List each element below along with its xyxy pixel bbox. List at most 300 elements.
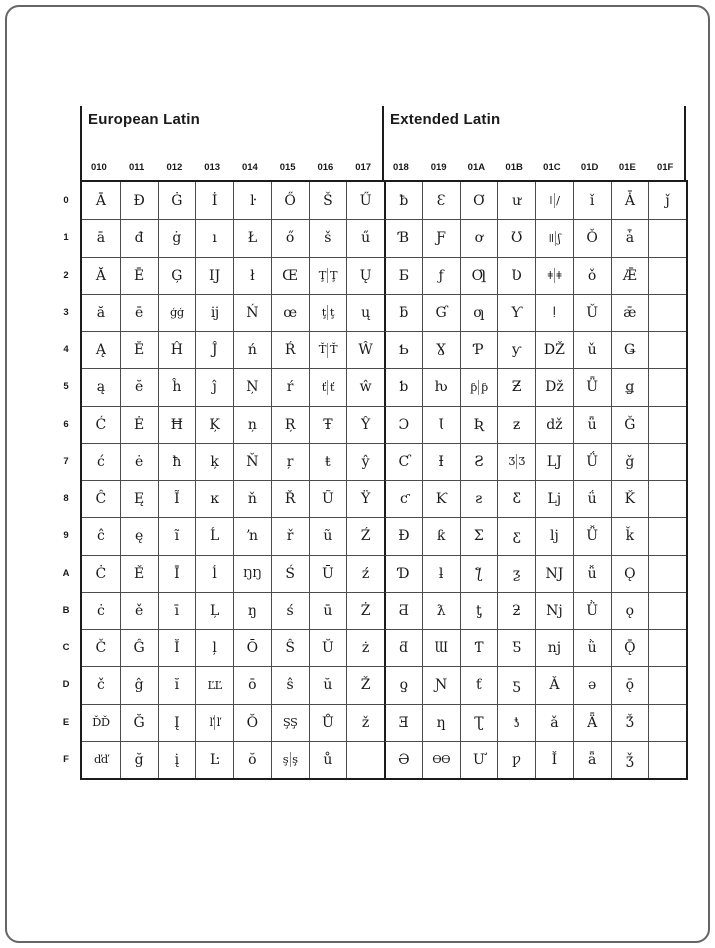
glyph-cell: ƪ xyxy=(460,555,498,592)
glyph-cell: Ƈ xyxy=(384,443,422,480)
glyph-cell: ƴ xyxy=(497,331,535,368)
glyph-cell: ǣ xyxy=(611,294,649,331)
section-extended-latin xyxy=(382,106,684,180)
glyph-cell: ǫ xyxy=(611,592,649,629)
row-label: 1 xyxy=(63,232,69,244)
row-label: A xyxy=(62,567,70,579)
glyph-cell: ƥ ƥ xyxy=(460,368,498,405)
glyph-cell: ť ť xyxy=(309,368,347,405)
glyph-cell: ơ xyxy=(460,219,498,256)
column-header: 017 xyxy=(355,162,372,173)
row-label: E xyxy=(62,716,70,728)
glyph-cell: Ā xyxy=(95,192,106,209)
glyph-cell: Ę xyxy=(120,480,158,517)
glyph-cell: Ů xyxy=(309,704,347,741)
column-header: 012 xyxy=(166,162,183,173)
glyph-cell: ǅ xyxy=(535,368,573,405)
glyph-cell: ƛ xyxy=(422,592,460,629)
row-label: F xyxy=(63,753,69,765)
glyph-cell: ǝ xyxy=(573,666,611,703)
glyph-cell: Ż xyxy=(346,592,384,629)
glyph-cell: ĭ xyxy=(158,666,196,703)
glyph-cell: ƾ xyxy=(497,704,535,741)
glyph-cell: Ʊ xyxy=(497,219,535,256)
variant-divider xyxy=(327,343,328,358)
column-headers-european xyxy=(80,162,382,173)
glyph-cell: ǖ xyxy=(573,406,611,443)
glyph-cell: Đ xyxy=(120,182,158,219)
glyph-cell: Ĺ xyxy=(195,517,233,554)
glyph-cell: ƙ xyxy=(422,517,460,554)
glyph-cell: ǚ xyxy=(573,555,611,592)
glyph-cell: ũ xyxy=(309,517,347,554)
row-labels xyxy=(58,182,74,778)
row-label: 2 xyxy=(63,269,69,281)
glyph-cell: ů xyxy=(309,741,347,778)
glyph-cell xyxy=(648,666,686,703)
glyph-cell: ţ ţ xyxy=(309,294,347,331)
row-label: 6 xyxy=(63,418,69,430)
glyph-cell: Ɯ xyxy=(422,629,460,666)
glyph-cell: Ɓ xyxy=(384,219,422,256)
glyph-cell: Ŧ xyxy=(309,406,347,443)
glyph-cell: ľ ľ xyxy=(195,704,233,741)
section-title-extended-latin: Extended Latin xyxy=(390,111,501,128)
glyph-cell: ƶ xyxy=(497,406,535,443)
glyph-cell: ǎ xyxy=(535,704,573,741)
glyph-cell xyxy=(648,219,686,256)
glyph-cell: ŕ xyxy=(271,368,309,405)
variant-divider xyxy=(327,305,328,320)
glyph-cell: Ǌ xyxy=(535,555,573,592)
header-right-rule xyxy=(684,106,686,180)
glyph-cell: Ž xyxy=(346,666,384,703)
glyph-cell: ƀ xyxy=(384,182,422,219)
glyph-cell: ǃ xyxy=(535,294,573,331)
glyph-cell: Ƣ xyxy=(460,257,498,294)
glyph-cell xyxy=(648,331,686,368)
glyph-cell: Ǫ xyxy=(611,555,649,592)
glyph-cell: ƣ xyxy=(460,294,498,331)
variant-divider xyxy=(290,752,291,767)
column-header: 01C xyxy=(543,162,561,173)
glyph-cell: ƃ xyxy=(384,294,422,331)
variant-divider xyxy=(214,715,215,730)
glyph-cell: ŋ xyxy=(233,592,271,629)
glyph-cell: Ŷ xyxy=(346,406,384,443)
glyph-cell: Ǒ xyxy=(573,219,611,256)
glyph-cell: Ÿ xyxy=(346,480,384,517)
row-label: 9 xyxy=(63,530,69,542)
glyph-cell: ǭ xyxy=(611,666,649,703)
glyph-cell: Ŀ xyxy=(195,741,233,778)
glyph-cell: Ǣ xyxy=(611,257,649,294)
glyph-cell: ŭ xyxy=(309,666,347,703)
glyph-cell: Ğ xyxy=(120,704,158,741)
glyph-cell: Ń xyxy=(233,294,271,331)
glyph-cell xyxy=(648,704,686,741)
glyph-cell: ƚ xyxy=(422,555,460,592)
glyph-cell: č xyxy=(82,666,120,703)
glyph-cell: Ǥ xyxy=(611,331,649,368)
glyph-cell: Ǔ xyxy=(573,294,611,331)
glyph-cell: ă xyxy=(82,294,120,331)
variant-divider xyxy=(327,268,328,283)
unicode-code-chart xyxy=(62,106,688,780)
glyph-cell: ǥ xyxy=(611,368,649,405)
glyph-cell: ǰ xyxy=(648,182,686,219)
glyph-cell: ē xyxy=(120,294,158,331)
row-label: 5 xyxy=(63,381,69,393)
row-label: D xyxy=(62,679,70,691)
glyph-cell: Ǜ xyxy=(573,592,611,629)
glyph-cell: ň xyxy=(233,480,271,517)
glyph-cell: Ĩ xyxy=(158,480,196,517)
glyph-cell: ǂ ǂ xyxy=(535,257,573,294)
glyph-cell xyxy=(648,443,686,480)
glyph-cell: ĕ xyxy=(120,368,158,405)
glyph-cell: Ē xyxy=(120,257,158,294)
glyph-cell: ę xyxy=(120,517,158,554)
glyph-cell: ŷ xyxy=(346,443,384,480)
glyph-cell: Ŝ xyxy=(271,629,309,666)
variant-divider xyxy=(516,454,517,469)
glyph-cell: ĎĎ xyxy=(82,704,120,741)
glyph-cell: Ǩ xyxy=(611,480,649,517)
glyph-cell: ě xyxy=(120,592,158,629)
glyph-cell xyxy=(648,368,686,405)
glyph-cell: Ǘ xyxy=(573,443,611,480)
glyph-cell: ī xyxy=(158,592,196,629)
glyph-cell: ō xyxy=(233,666,271,703)
glyph-cell: Ă xyxy=(82,257,120,294)
glyph-cell: Ǉ xyxy=(535,443,573,480)
glyph-cell: Ǝ xyxy=(384,704,422,741)
section-european-latin xyxy=(80,106,382,180)
column-header: 015 xyxy=(279,162,296,173)
glyph-cell: ı xyxy=(195,219,233,256)
glyph-cell: ǔ xyxy=(573,331,611,368)
glyph-cell: š xyxy=(309,219,347,256)
glyph-cell: Ʀ xyxy=(460,406,498,443)
glyph-cell: ďď xyxy=(82,741,120,778)
glyph-cell: ĩ xyxy=(158,517,196,554)
glyph-cell xyxy=(648,741,686,778)
glyph-cell: ŏ xyxy=(233,741,271,778)
glyph-cell: Ɨ xyxy=(422,443,460,480)
glyph-cell: Ļ xyxy=(195,592,233,629)
glyph-cell: Ĳ xyxy=(195,257,233,294)
section-title-european-latin: European Latin xyxy=(88,111,200,128)
chart-header-band xyxy=(80,106,688,180)
glyph-cell: ǩ xyxy=(611,517,649,554)
glyph-cell: ƟƟ xyxy=(422,741,460,778)
glyph-cell: ş ş xyxy=(271,741,309,778)
glyph-cell: ƿ xyxy=(497,741,535,778)
glyph-cell: ǀ / xyxy=(535,182,573,219)
glyph-cell: ƺ xyxy=(497,555,535,592)
glyph-cell: Ŵ xyxy=(346,331,384,368)
glyph-cell: ű xyxy=(346,219,384,256)
glyph-cell: Ū xyxy=(309,555,347,592)
glyph-cell: Ō xyxy=(233,629,271,666)
glyph-cell: Ť Ť xyxy=(309,331,347,368)
glyph-cell: ǌ xyxy=(535,629,573,666)
glyph-cell: ƻ xyxy=(497,592,535,629)
glyph-cell: Ţ Ţ xyxy=(309,257,347,294)
glyph-cell: ƅ xyxy=(384,368,422,405)
glyph-cell: ƒ xyxy=(422,257,460,294)
glyph-cell xyxy=(648,406,686,443)
column-header: 014 xyxy=(241,162,258,173)
glyph-cell: Ʒ Ʒ xyxy=(497,443,535,480)
glyph-cell: Ź xyxy=(346,517,384,554)
glyph-cell xyxy=(648,294,686,331)
glyph-cell: Ŗ xyxy=(271,406,309,443)
glyph-cell xyxy=(648,517,686,554)
glyph-cell: Ƭ xyxy=(460,629,498,666)
glyph-cell: ǋ xyxy=(535,592,573,629)
glyph-cell: Ą xyxy=(82,331,120,368)
glyph-cell: ĳ xyxy=(195,294,233,331)
glyph-cell xyxy=(648,629,686,666)
glyph-cell: Ǭ xyxy=(611,629,649,666)
glyph-cell: Ő xyxy=(271,182,309,219)
row-label: 7 xyxy=(63,455,69,467)
glyph-cell: Ơ xyxy=(460,182,498,219)
glyph-cell: Ǎ xyxy=(535,666,573,703)
glyph-cell: ā xyxy=(82,219,120,256)
glyph-cell: Ƥ xyxy=(460,331,498,368)
glyph-cell: ū xyxy=(309,592,347,629)
glyph-cell: Ƴ xyxy=(497,294,535,331)
glyph-cell: Ǚ xyxy=(573,517,611,554)
row-label: B xyxy=(62,604,70,616)
glyph-cell: Ɔ xyxy=(384,406,422,443)
glyph-cell: Œ xyxy=(271,257,309,294)
glyph-cell: Ŭ xyxy=(309,629,347,666)
glyph-cell: ƕ xyxy=(422,368,460,405)
glyph-cell: Ǧ xyxy=(611,406,649,443)
glyph-cell: ǒ xyxy=(573,257,611,294)
glyph-cell: Ǟ xyxy=(573,704,611,741)
glyph-cell: į xyxy=(158,741,196,778)
glyph-cell: Ɖ xyxy=(384,517,422,554)
glyph-cell: ǯ xyxy=(611,741,649,778)
column-header: 010 xyxy=(90,162,107,173)
column-header: 01B xyxy=(505,162,523,173)
glyph-cell: Č xyxy=(82,629,120,666)
glyph-cell: ǈ xyxy=(535,480,573,517)
glyph-cell xyxy=(648,257,686,294)
glyph-cell: ǧ xyxy=(611,443,649,480)
glyph-cell: ǆ xyxy=(535,406,573,443)
glyph-cell: Ũ xyxy=(309,480,347,517)
glyph-cell: Ħ xyxy=(158,406,196,443)
glyph-cell: Ŕ xyxy=(271,331,309,368)
column-header: 019 xyxy=(430,162,447,173)
glyph-cell: Ě xyxy=(120,555,158,592)
glyph-cell xyxy=(648,555,686,592)
glyph-cell: İ xyxy=(195,182,233,219)
glyph-cell: Ə xyxy=(384,741,422,778)
glyph-cell: ņ xyxy=(233,406,271,443)
glyph-cell: ő xyxy=(271,219,309,256)
glyph-cell: ƫ xyxy=(460,592,498,629)
glyph-cell: Ĕ xyxy=(120,331,158,368)
variant-divider xyxy=(555,231,556,246)
glyph-cell: ĝ xyxy=(120,666,158,703)
glyph-cell: đ xyxy=(120,219,158,256)
glyph-cell: Ć xyxy=(82,406,120,443)
glyph-cell: Ƽ xyxy=(497,629,535,666)
glyph-cell: ǐ xyxy=(573,182,611,219)
glyph-cell: Ģ xyxy=(158,257,196,294)
glyph-cell: ą xyxy=(82,368,120,405)
glyph-cell: ŞŞ xyxy=(271,704,309,741)
glyph-cell: Ʋ xyxy=(497,257,535,294)
row-label: 4 xyxy=(63,344,69,356)
glyph-cell: ǘ xyxy=(573,480,611,517)
glyph-cell: Ƃ xyxy=(384,257,422,294)
glyph-cell: Ɠ xyxy=(422,294,460,331)
glyph-cell: Ǖ xyxy=(573,368,611,405)
glyph-cell: Ǯ xyxy=(611,704,649,741)
glyph-cell: Ɗ xyxy=(384,555,422,592)
glyph-cell xyxy=(648,480,686,517)
glyph-cell: Ɣ xyxy=(422,331,460,368)
glyph-cell: ƽ xyxy=(497,666,535,703)
glyph-cell: ń xyxy=(233,331,271,368)
glyph-cell: ŝ xyxy=(271,666,309,703)
glyph-cell: Ř xyxy=(271,480,309,517)
glyph-cell: Ʃ xyxy=(460,517,498,554)
glyph-cell: Ɩ xyxy=(422,406,460,443)
glyph-cell: ǡ xyxy=(611,219,649,256)
glyph-cell: ƈ xyxy=(384,480,422,517)
glyph-cell: Į xyxy=(158,704,196,741)
glyph-cell: Ŏ xyxy=(233,704,271,741)
glyph-cell: Ű xyxy=(346,182,384,219)
row-label: 0 xyxy=(63,195,69,207)
glyph-cell: Ƶ xyxy=(497,368,535,405)
glyph-cell: ğ xyxy=(120,741,158,778)
glyph-cell: ġ xyxy=(158,219,196,256)
row-label: 3 xyxy=(63,306,69,318)
glyph-cell: ĥ xyxy=(158,368,196,405)
glyph-cell: Ň xyxy=(233,443,271,480)
glyph-cell: ļ xyxy=(195,629,233,666)
glyph-cell: ǁ ʃ xyxy=(535,219,573,256)
column-header: 011 xyxy=(128,162,145,173)
glyph-cell: Ĥ xyxy=(158,331,196,368)
glyph-cell: Ǡ xyxy=(611,182,649,219)
glyph-cell: Ƅ xyxy=(384,331,422,368)
glyph-cell: ƌ xyxy=(384,629,422,666)
glyph-cell: Ī xyxy=(158,555,196,592)
glyph-cell: ĉ xyxy=(82,517,120,554)
glyph-cell xyxy=(346,741,384,778)
glyph-cell: ŗ xyxy=(271,443,309,480)
column-header: 01D xyxy=(580,162,599,173)
glyph-cell: ĵ xyxy=(195,368,233,405)
glyph-cell: Ĉ xyxy=(82,480,120,517)
glyph-cell: ĽĽ xyxy=(195,666,233,703)
glyph-cell: ƹ xyxy=(497,517,535,554)
glyph-cell: Ư xyxy=(460,741,498,778)
glyph-cell: ƭ xyxy=(460,666,498,703)
column-header: 013 xyxy=(204,162,221,173)
glyph-cell: ŧ xyxy=(309,443,347,480)
glyph-cell: Ų xyxy=(346,257,384,294)
glyph-cell: Ƒ xyxy=(422,219,460,256)
glyph-cell: ė xyxy=(120,443,158,480)
glyph-cell: Ɲ xyxy=(422,666,460,703)
glyph-cell: ǟ xyxy=(573,741,611,778)
glyph-cell: ĺ xyxy=(195,555,233,592)
glyph-cell: Ċ xyxy=(82,555,120,592)
glyph-cell: Ĭ xyxy=(158,629,196,666)
column-header: 01A xyxy=(467,162,486,173)
glyph-cell: ħ xyxy=(158,443,196,480)
code-grid xyxy=(80,180,688,780)
glyph-cell: Ƨ xyxy=(460,443,498,480)
glyph-cell: Ƌ xyxy=(384,592,422,629)
glyph-cell xyxy=(648,592,686,629)
glyph-cell: Ś xyxy=(271,555,309,592)
glyph-cell: Ė xyxy=(120,406,158,443)
column-header: 01F xyxy=(656,162,674,173)
glyph-cell: ř xyxy=(271,517,309,554)
glyph-cell: Ł xyxy=(233,219,271,256)
glyph-cell: ǉ xyxy=(535,517,573,554)
glyph-cell: Ƹ xyxy=(497,480,535,517)
glyph-cell: ƞ xyxy=(422,704,460,741)
glyph-cell: Ɛ xyxy=(422,182,460,219)
glyph-cell: œ xyxy=(271,294,309,331)
column-header: 016 xyxy=(317,162,334,173)
glyph-cell: ƨ xyxy=(460,480,498,517)
glyph-cell: ł xyxy=(233,257,271,294)
glyph-cell: Ǐ xyxy=(535,741,573,778)
glyph-cell: ž xyxy=(346,704,384,741)
glyph-cell: Ƙ xyxy=(422,480,460,517)
glyph-cell: ś xyxy=(271,592,309,629)
glyph-cell: ċ xyxy=(82,592,120,629)
glyph-cell: ƍ xyxy=(384,666,422,703)
row-label: C xyxy=(62,642,70,654)
variant-divider xyxy=(327,380,328,395)
glyph-cell: ć xyxy=(82,443,120,480)
glyph-cell: ż xyxy=(346,629,384,666)
glyph-cell: Š xyxy=(309,182,347,219)
column-header: 01E xyxy=(618,162,636,173)
glyph-cell: ĸ xyxy=(195,480,233,517)
glyph-cell: Ņ xyxy=(233,368,271,405)
glyph-cell: ŉ xyxy=(233,517,271,554)
glyph-cell: ģģ xyxy=(158,294,196,331)
glyph-cell: ų xyxy=(346,294,384,331)
glyph-cell: ư xyxy=(497,182,535,219)
glyph-cell: ŀ xyxy=(233,182,271,219)
glyph-cell: Ǆ xyxy=(535,331,573,368)
glyph-cell: ŵ xyxy=(346,368,384,405)
glyph-cell: ķ xyxy=(195,443,233,480)
variant-divider xyxy=(478,380,479,395)
glyph-cell: Ĝ xyxy=(120,629,158,666)
column-headers-extended xyxy=(382,162,684,173)
glyph-cell: ǜ xyxy=(573,629,611,666)
